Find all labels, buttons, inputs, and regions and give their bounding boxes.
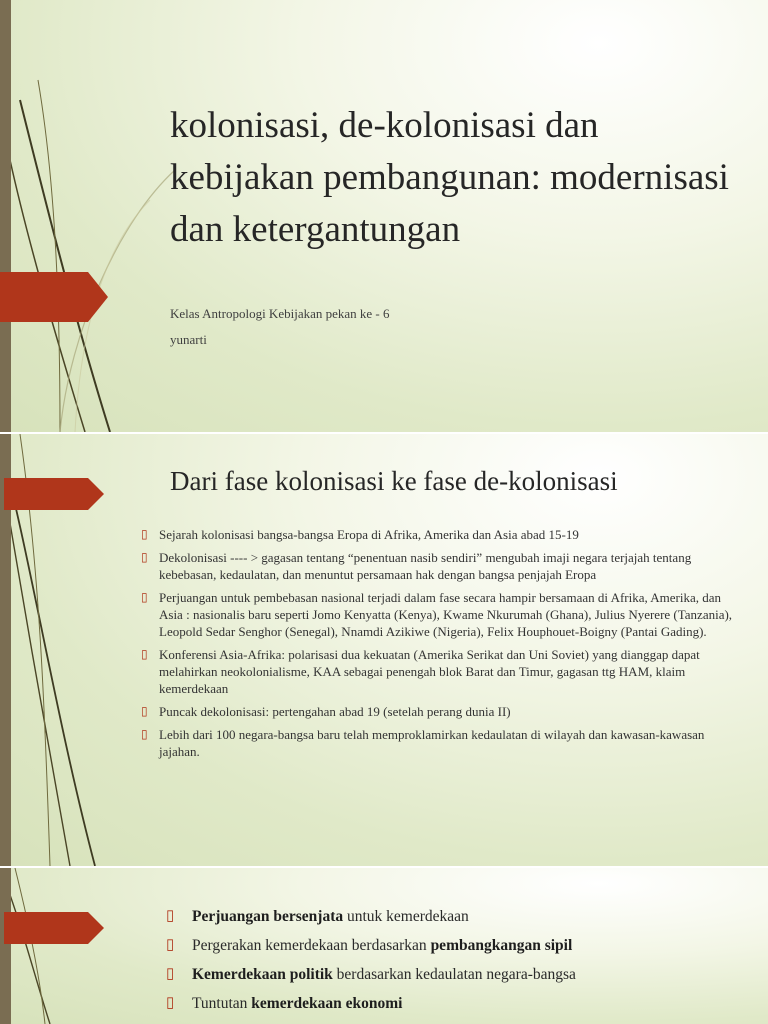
bullet-icon: ▯	[141, 550, 148, 564]
list-item: ▯ Pergerakan kemerdekaan berdasarkan pembangkangan sipil	[166, 931, 726, 960]
bullet-icon: ▯	[166, 995, 175, 1011]
left-bar	[0, 868, 11, 1024]
swirl-decoration	[0, 0, 180, 432]
list-item: ▯ Kemerdekaan politik berdasarkan kedaulatan negara-bangsa	[166, 960, 726, 989]
list-item: ▯ Puncak dekolonisasi: pertengahan abad 19 (setelah perang dunia II)	[141, 704, 511, 719]
bullet-list	[166, 902, 726, 1018]
list-item: ▯ Lebih dari 100 negara-bangsa baru telah memproklamirkan kedaulatan di wilayah dan kawasan-kawasan jajahan.	[141, 727, 705, 759]
content-slide	[0, 868, 768, 1024]
swirl-decoration	[0, 868, 180, 1024]
arrow-marker	[0, 912, 108, 944]
bullet-icon: ▯	[141, 590, 148, 604]
list-item: ▯ Dekolonisasi ---- > gagasan tentang “penentuan nasib sendiri” mengubah imaji negara terjajah tentang kebebasan, kedaulatan, dan menuntut persamaan hak dengan bangsa penjajah Eropa	[141, 550, 692, 582]
arrow-marker	[0, 478, 108, 510]
list-item: ▯ Perjuangan bersenjata untuk kemerdekaan	[166, 902, 726, 931]
bullet-icon: ▯	[141, 704, 148, 718]
list-item: ▯ Perjuangan untuk pembebasan nasional terjadi dalam fase secara hampir bersamaan di Afrika, Amerika, dan Asia : nasionalis baru seperti Jomo Kenyatta (Kenya), Kwame Nkurumah (Ghana), Julius Nyerere (Tanzania), Leopold Sedar Senghor (Senegal), Nnamdi Azikiwe (Nigeria), Felix Houphouet-Boigny (Pantai Gading).	[141, 590, 733, 639]
content-slide	[0, 434, 768, 866]
bullet-icon: ▯	[166, 908, 175, 924]
arrow-marker	[0, 272, 108, 322]
list-item: ▯ Sejarah kolonisasi bangsa-bangsa Eropa di Afrika, Amerika dan Asia abad 15-19	[141, 527, 579, 542]
bullet-icon: ▯	[166, 966, 175, 982]
left-bar	[0, 0, 11, 432]
bullet-icon: ▯	[141, 527, 148, 541]
slide-title: kolonisasi, de-kolonisasi dan kebijakan pembangunan: modernisasi dan ketergantungan	[170, 105, 729, 250]
list-item: ▯ Tuntutan kemerdekaan ekonomi	[166, 989, 726, 1018]
list-item: ▯ Konferensi Asia-Afrika: polarisasi dua kekuatan (Amerika Serikat dan Uni Soviet) yang dianggap dapat melahirkan neokolonialisme, KAA sebagai penengah blok Barat dan Timur, gagasan ttg HAM, klaim kemerdekaan	[141, 647, 700, 696]
bullet-list	[141, 526, 739, 766]
title-slide	[0, 0, 768, 432]
bullet-icon: ▯	[166, 937, 175, 953]
bullet-icon: ▯	[141, 727, 148, 741]
slide-subtitle: Kelas Antropologi Kebijakan pekan ke - 6	[170, 306, 390, 321]
slide-title: Dari fase kolonisasi ke fase de-kolonisasi	[170, 466, 618, 496]
bullet-icon: ▯	[141, 647, 148, 661]
author-name: yunarti	[170, 332, 207, 347]
